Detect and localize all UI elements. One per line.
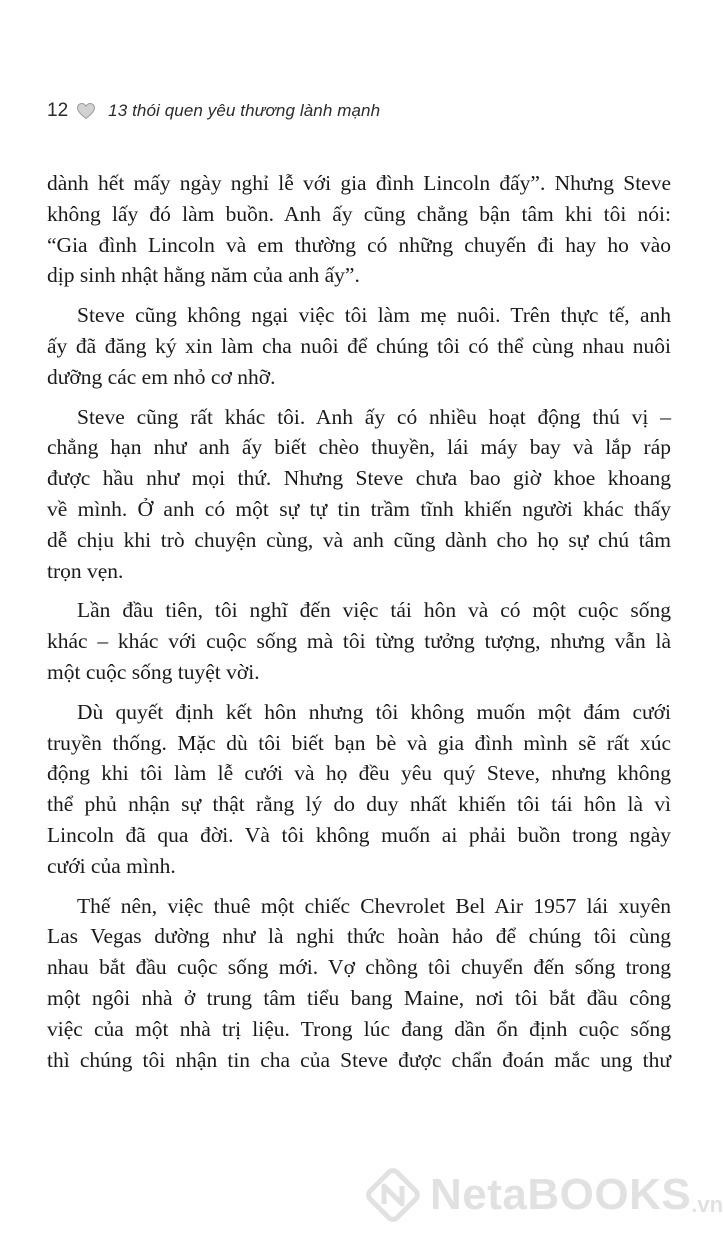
text-line: truyền thống. Mặc dù tôi biết bạn bè và gia đình mình sẽ rất xúc [47,730,671,755]
netabooks-logo-icon [364,1166,422,1224]
book-title: 13 thói quen yêu thương lành mạnh [108,101,381,120]
paragraph [47,595,671,687]
paragraph [47,300,671,392]
page-number: 12 [47,100,69,121]
text-line: một cuộc sống tuyệt vời. [47,659,260,684]
text-line: cưới của mình. [47,853,176,878]
text-line: trọn vẹn. [47,558,124,583]
text-line: thể phủ nhận sự thật rằng lý do duy nhất khiến tôi tái hôn là vì [47,792,671,817]
text-line: dễ chịu khi trò chuyện cùng, và anh cũng dành cho họ sự chú tâm [47,527,671,552]
text-line: “Gia đình Lincoln và em thường có những chuyến đi hay ho vào [47,232,671,257]
text-line: Thế nên, việc thuê một chiếc Chevrolet Bel Air 1957 lái xuyên [77,893,671,918]
paragraph [47,168,671,291]
paragraph [47,697,671,882]
text-line: được hầu như mọi thứ. Nhưng Steve chưa bao giờ khoe khoang [47,466,671,491]
text-line: dịp sinh nhật hằng năm của anh ấy”. [47,263,360,288]
text-line: thì chúng tôi nhận tin cha của Steve được chẩn đoán mắc ung thư [47,1047,671,1072]
text-line: Lần đầu tiên, tôi nghĩ đến việc tái hôn và có một cuộc sống [77,598,671,623]
text-line: khác – khác với cuộc sống mà tôi từng tưởng tượng, nhưng vẫn là [47,629,671,654]
watermark [364,1166,723,1224]
heart-icon [76,102,96,120]
paragraph [47,402,671,587]
text-line: dưỡng các em nhỏ cơ nhỡ. [47,364,276,389]
text-line: Dù quyết định kết hôn nhưng tôi không muốn một đám cưới [77,699,671,724]
text-line: Las Vegas dường như là nghi thức hoàn hảo để chúng tôi cùng [47,924,671,949]
text-line: Steve cũng không ngại việc tôi làm mẹ nuôi. Trên thực tế, anh [77,303,671,328]
text-line: việc của một nhà trị liệu. Trong lúc đang dần ổn định cuộc sống [47,1016,671,1041]
watermark-suffix: .vn [691,1192,723,1217]
text-line: một ngôi nhà ở trung tâm tiểu bang Maine, nơi tôi bắt đầu công [47,985,671,1010]
text-line: Steve cũng rất khác tôi. Anh ấy có nhiều hoạt động thú vị – [77,404,671,429]
watermark-text: NetaBOOKS [430,1170,692,1219]
text-line: ấy đã đăng ký xin làm cha nuôi để chúng tôi có thể cùng nhau nuôi [47,333,671,358]
paragraph [47,891,671,1076]
running-head [47,96,380,126]
body-text [47,168,671,1084]
text-line: dành hết mấy ngày nghỉ lễ với gia đình Lincoln đấy”. Nhưng Steve [47,171,671,195]
text-line: chẳng hạn như anh ấy biết chèo thuyền, lái máy bay và lắp ráp [47,435,671,460]
text-line: về mình. Ở anh có một sự tự tin trầm tĩnh khiến người khác thấy [47,496,671,521]
text-line: Lincoln đã qua đời. Và tôi không muốn ai phải buồn trong ngày [47,822,671,847]
text-line: không lấy đó làm buồn. Anh ấy cũng chẳng bận tâm khi tôi nói: [47,201,671,226]
text-line: nhau bắt đầu cuộc sống mới. Vợ chồng tôi chuyển đến sống trong [47,955,671,980]
text-line: động khi tôi làm lễ cưới và họ đều yêu quý Steve, nhưng không [47,761,671,786]
